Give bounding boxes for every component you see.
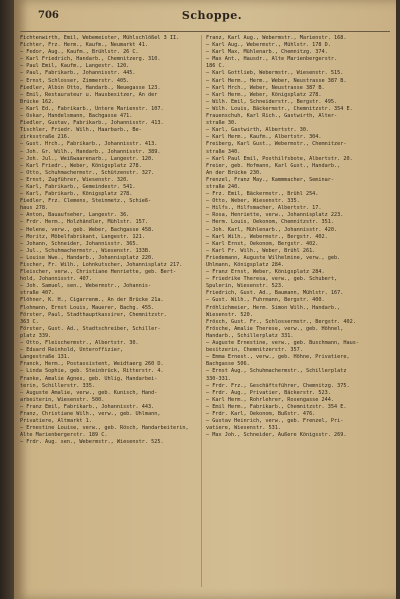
directory-entry: — Otto, Fleischermstr., Albertstr. 30. xyxy=(20,340,139,347)
directory-entry: haus 278. xyxy=(20,205,49,212)
directory-entry: — Joh. Samuel, sen., Webermstr., Johannis- xyxy=(20,283,152,290)
directory-entry: — Wilh. Emil, Schneiderstr., Bergstr. 495. xyxy=(206,98,338,105)
directory-entry: — Rosa, Henriette, verw., Johannisplatz 223. xyxy=(206,212,344,219)
directory-entry: Franz, Christiane Wilh., verw., geb. Uhlmann, xyxy=(20,410,161,417)
directory-entry: Uhlmann, Königsplatz 284. xyxy=(206,262,285,268)
directory-entry: Wiesenstr. 520. xyxy=(206,311,253,318)
directory-entry: — Fedor, Aug., Kaufm., Brühlstr. 26 C. xyxy=(20,49,139,56)
directory-entry: — Gustav Heinrich, verw., geb. Frenzel, Pri- xyxy=(206,418,344,425)
directory-entry: — Paul Emil, Kaufm., Langestr. 120. xyxy=(20,63,130,70)
directory-entry: Flöhner, K. H., Cigarrenm., An der Brücke 21a. xyxy=(20,297,164,304)
directory-entry: Freier, geb. Hofmann, Karl Gust., Handarb., xyxy=(206,162,341,169)
directory-entry: vatiere, Wiesenstr. 531. xyxy=(206,425,281,432)
directory-entry: terin, Schillerstr. 335. xyxy=(20,382,95,389)
directory-entry: — Auguste Amalie, verw., geb. Kunisch, Hand- xyxy=(20,389,158,396)
directory-entry: — Karl Herm., Kaufm., Albertstr. 304. xyxy=(206,134,322,141)
right-column xyxy=(206,35,382,439)
directory-entry: — Paul, Fabrikarb., Johannisstr. 445. xyxy=(20,70,136,77)
directory-entry: — Gust. Wilh., Fuhrmann, Bergstr. 400. xyxy=(206,297,325,304)
directory-entry: 186 C. xyxy=(206,63,225,70)
directory-entry: — Max Ant., Hausdr., Alte Marienbergerstr. xyxy=(206,56,338,63)
directory-entry: Alte Marienbergerstr. 189 C. xyxy=(20,432,108,439)
directory-entry: — Otto, Schuhmachermstr., Schützenstr. 327. xyxy=(20,169,155,176)
directory-entry: zirksstraße 216. xyxy=(20,134,70,141)
page-number: 706 xyxy=(38,10,59,21)
directory-entry: — Auguste Ernestine, verw., geb. Buschmann, Haus- xyxy=(206,340,360,347)
directory-entry: — Ernst, Schlosser, Zimmerstr. 405. xyxy=(20,77,130,84)
directory-entry: — Karl Aug., Webermstr., Mühlstr. 178 D. xyxy=(206,42,331,49)
directory-entry: — Jul., Schuhmachermstr., Wiesenstr. 133B. xyxy=(20,247,152,254)
directory-entry: — Karl Paul Emil, Posthilfsbote, Albertstr. 20. xyxy=(206,155,353,162)
directory-entry: — Hilfs., Hilfsmacher, Albertstr. 17. xyxy=(206,205,322,212)
directory-entry: — Ernestine Louise, verw., geb. Rösch, Handarbeiterin, xyxy=(20,425,189,432)
directory-entry: Freiberg, Karl Gust., Webermstr., Chemnitzer- xyxy=(206,141,347,148)
directory-entry: Fiedler, Gustav, Fabrikarb., Johannisstr. 413. xyxy=(20,120,164,127)
directory-entry: — Karl Max, Mühlenarb., Chemnitzg. 374. xyxy=(206,49,328,56)
directory-entry: Fiedler, Frz. Clemens, Steinmetz., Schieß- xyxy=(20,198,152,205)
directory-entry: — Karl Herm., Weber, Königsplatz 278. xyxy=(206,91,322,98)
directory-entry: — Max Joh., Schneider, Äußere Königsstr. 269. xyxy=(206,432,347,439)
directory-entry: — Karl Fr. Wilh., Weber, Brühl 261. xyxy=(206,247,316,254)
directory-entry: Spulerin, Wiesenstr. 523. xyxy=(206,283,285,290)
directory-entry: — Frdr. Frz., Geschäftsführer, Chemnitzg. 375. xyxy=(206,382,350,389)
directory-entry: — Frdr. Herm., Holzhändler, Mühlstr. 157. xyxy=(20,219,149,226)
directory-entry: Frösche, Amalie Therese, verw., geb. Höhnel, xyxy=(206,325,344,332)
directory-entry: — Karl Wilh., Webermstr., Bergstr. 402. xyxy=(206,233,328,240)
directory-entry: besitzerin, Chemnitzerstr. 357. xyxy=(206,347,303,354)
directory-entry: straße 30. xyxy=(206,120,238,127)
directory-entry: — Franz Emil, Fabrikarb., Johannisstr. 443. xyxy=(20,403,155,410)
directory-entry: — Ernst, Zugführer, Wiesenstr. 320. xyxy=(20,176,130,183)
directory-entry: — Joh. Gr. Wilh., Handarb., Johannisstr. 389. xyxy=(20,148,161,155)
directory-entry: — Frdr. Karl, Oekonom, Bußstr. 476. xyxy=(206,410,316,417)
directory-entry: Tischler, Friedr. Wilh., Haarbarb., Be- xyxy=(20,127,142,134)
directory-entry: — Joh. Karl, Mühlenarb., Johannisstr. 420. xyxy=(206,226,338,233)
directory-entry: — Linda Sophie, geb. Steinbrück, Ritterstr. 4. xyxy=(20,368,164,375)
directory-entry: Privatiere, Altmarkt 1. xyxy=(20,418,92,425)
directory-entry: — Karl, Fabrikarb., Königsplatz 278. xyxy=(20,191,133,198)
directory-entry: — Karl Ernst, Oekonom, Bergstr. 402. xyxy=(206,240,319,247)
directory-entry: Frösch, Gust. Fr., Schlossermstr., Bergstr. 402. xyxy=(206,318,356,325)
directory-entry: — Eduard Reinhold, Unteroffizier, xyxy=(20,347,124,354)
directory-entry: — Gust. Hrch., Fabrikarb., Johannisstr. 413. xyxy=(20,141,158,148)
directory-entry: Förster, Gust. Ad., Stadtschreiber, Schiller- xyxy=(20,325,161,332)
directory-entry: Fischer, Fr. Wilh., Lohnkutscher, Johannisplatz 217. xyxy=(20,262,183,268)
page-header xyxy=(38,8,386,28)
directory-entry: — Franz Ernst, Weber, Königsplatz 284. xyxy=(206,269,325,276)
directory-entry: — Friedrike Theresa, verw., geb. Schubert, xyxy=(206,276,338,283)
directory-entry: Franck, Herm., Postassistent, Weidtaerg 260 D. xyxy=(20,361,164,368)
left-column xyxy=(20,35,196,446)
directory-entry: — Johann, Schneider, Johannisstr. 365. xyxy=(20,240,139,247)
directory-entry: An der Brücke 230. xyxy=(206,169,263,176)
directory-entry: hold, Johannisstr. 407. xyxy=(20,276,92,283)
directory-entry: Fleischer, verw., Christiane Henriette, geb. Bert- xyxy=(20,269,177,276)
directory-entry: — Emma Ernest., verw., geb. Höhne, Privatiere, xyxy=(206,354,350,361)
directory-entry: Friedrich, Gust. Ad., Baumann, Mühlstr. 167. xyxy=(206,290,344,297)
directory-entry: Fiedler, Albin Otto, Handarb., Neuegasse 123. xyxy=(20,84,161,91)
directory-entry: — Ernst Aug., Schuhmachermstr., Schillerplatz xyxy=(206,368,347,375)
directory-entry: — Karl Hrch., Weber, Neustrasse 387 B. xyxy=(206,84,325,91)
directory-entry: — Anton, Bauaufseher, Langestr. 36. xyxy=(20,212,130,219)
directory-entry: 330-331. xyxy=(206,375,231,382)
directory-entry: Fichtenwirth, Emil, Webemeister, Mühlschlößel 3 II. xyxy=(20,35,180,41)
directory-entry: — Karl Friedr., Weber, Königsplatz 278. xyxy=(20,162,142,169)
directory-entry: — Louise Wwe., Handarb., Johannisplatz 220. xyxy=(20,254,155,261)
directory-entry: Franke, Amalie Agnes, geb. Uhlig, Handarbei- xyxy=(20,375,158,382)
directory-entry: arbeiterin, Wiesenstr. 500. xyxy=(20,396,105,403)
directory-entry: — Karl Gottlieb, Webermstr., Wiesenstr. 515. xyxy=(206,70,344,77)
directory-entry: — Otto, Weber, Wiesenstr. 335. xyxy=(206,198,300,205)
directory-entry: — Moritz, Möbelfabrikant, Langestr. 121. xyxy=(20,233,145,240)
directory-entry: Langestraße 131. xyxy=(20,354,70,361)
directory-entry: straße 407. xyxy=(20,290,55,297)
column-divider xyxy=(201,35,202,587)
header-rule xyxy=(20,31,390,32)
directory-entry: Handarb., Schillerplatz 331. xyxy=(206,332,294,339)
directory-entry: — Karl, Gastwirth, Albertstr. 30. xyxy=(206,127,310,134)
directory-entry: straße 340. xyxy=(206,148,241,155)
book-binding xyxy=(0,0,14,599)
directory-entry: — Joh. Jul., Weißwaarenarb., Langestr. 120. xyxy=(20,155,155,162)
directory-entry: Frenzel, Franz May., Kammmacher, Seminar- xyxy=(206,176,335,183)
directory-entry: — Oskar, Handelsmann, Bachgasse 471. xyxy=(20,113,133,120)
directory-entry: Fichter, Frz. Herm., Kaufm., Neumarkt 41. xyxy=(20,42,149,49)
directory-entry: — Karl, Fabrikarb., Gemeindestr. 541. xyxy=(20,183,136,190)
directory-entry: — Emil Herm., Fabrikarb., Chemnitzstr. 354 E. xyxy=(206,403,347,410)
directory-entry: — Frdr. Aug., Privatier, Bäckerstr. 523. xyxy=(206,389,331,396)
directory-entry: platz 339. xyxy=(20,332,52,339)
directory-entry: — Wilh. Louis, Bäckermstr., Chemnitzstr. 354 E. xyxy=(206,105,353,112)
directory-entry: — Herm. Louis, Oekonom, Chemnitzstr. 351. xyxy=(206,219,335,226)
directory-entry: — Karl Friedrich, Handarb., Chemnitzerg. 310. xyxy=(20,56,161,63)
directory-entry: Brücke 162. xyxy=(20,98,55,105)
directory-entry: — Emil, Restaurateur u. Hausbesitzer, An der xyxy=(20,91,158,98)
directory-entry: — Karl Ed., Fabrikarb., Untere Marienstr. 107. xyxy=(20,105,164,112)
directory-entry: Förster, Paul, Stadthauptkassirer, Chemnitzstr. xyxy=(20,311,167,318)
directory-entry: Friedemann, Auguste Wilhelmine, verw., geb. xyxy=(206,254,341,261)
directory-entry: Bachgasse 506. xyxy=(206,361,250,368)
directory-entry: 363 C. xyxy=(20,318,39,325)
directory-entry: — Karl Herm., Rohrlehrer, Rosengasse 244. xyxy=(206,396,335,403)
directory-entry: — Karl Herm., Herm., Weber, Neustrasse 387 B. xyxy=(206,77,347,84)
directory-entry: Frauenschuh, Karl Rich., Gastwirth, Alter- xyxy=(206,113,338,120)
running-head: Schoppe. xyxy=(181,9,243,22)
directory-entry: — Frdr. Aug. sen., Webermstr., Wiesenstr. 525. xyxy=(20,439,164,446)
directory-entry: Fröhlichmeier, Herm. Simon Wilh., Handarb., xyxy=(206,304,341,311)
directory-entry: straße 240. xyxy=(206,183,241,190)
directory-entry: Franz, Karl Aug., Webermstr., Marienstr. 168. xyxy=(206,35,347,41)
directory-entry: — Helene, verw., geb. Weber, Bachgasse 458. xyxy=(20,226,155,233)
directory-entry: Flohmann, Ernst Louis, Mauerer, Bachg. 455. xyxy=(20,304,155,311)
directory-entry: — Frz. Emil, Bäckermstr., Brühl 254. xyxy=(206,191,319,198)
